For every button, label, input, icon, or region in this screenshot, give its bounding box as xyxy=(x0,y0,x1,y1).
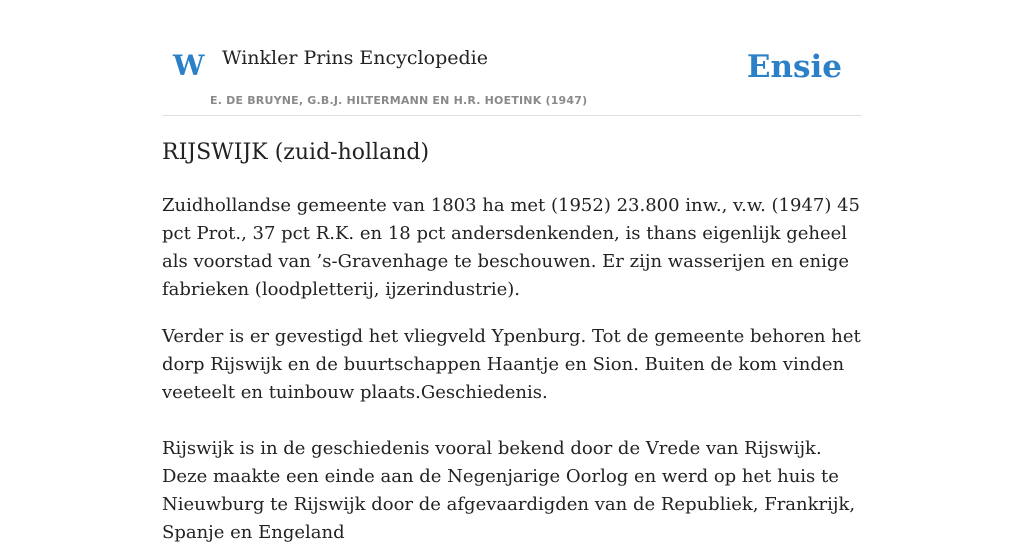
source-header xyxy=(162,40,862,116)
source-title-link[interactable]: Winkler Prins Encyclopedie xyxy=(222,47,488,69)
source-logo-icon[interactable]: W xyxy=(173,49,205,82)
article-paragraph: Rijswijk is in de geschiedenis vooral bekend door de Vrede van Rijswijk. Deze maakte een einde aan de Negenjarige Oorlog en werd op het huis te Nieuwburg te Rijswijk door de afgevaardigden van de Republiek, Frankrijk, Spanje en Engeland xyxy=(162,438,856,543)
ensie-logo-link[interactable]: Ensie xyxy=(746,49,842,85)
article-paragraph: Zuidhollandse gemeente van 1803 ha met (1952) 23.800 inw., v.w. (1947) 45 pct Prot., 37 pct R.K. en 18 pct andersdenkenden, is thans eigenlijk geheel als voorstad van ’s-Gravenhage te beschouwen. Er zijn wasserijen en enige fabrieken (loodpletterij, ijzerindustrie). xyxy=(162,195,861,300)
source-authors: E. DE BRUYNE, G.B.J. HILTERMANN EN H.R. HOETINK (1947) xyxy=(210,94,588,107)
article-body xyxy=(162,192,862,547)
article-title: RIJSWIJK (zuid-holland) xyxy=(162,140,430,165)
article-paragraph: Verder is er gevestigd het vliegveld Ypenburg. Tot de gemeente behoren het dorp Rijswijk en de buurtschappen Haantje en Sion. Buiten de kom vinden veeteelt en tuinbouw plaats.Geschiedenis. xyxy=(162,326,861,403)
